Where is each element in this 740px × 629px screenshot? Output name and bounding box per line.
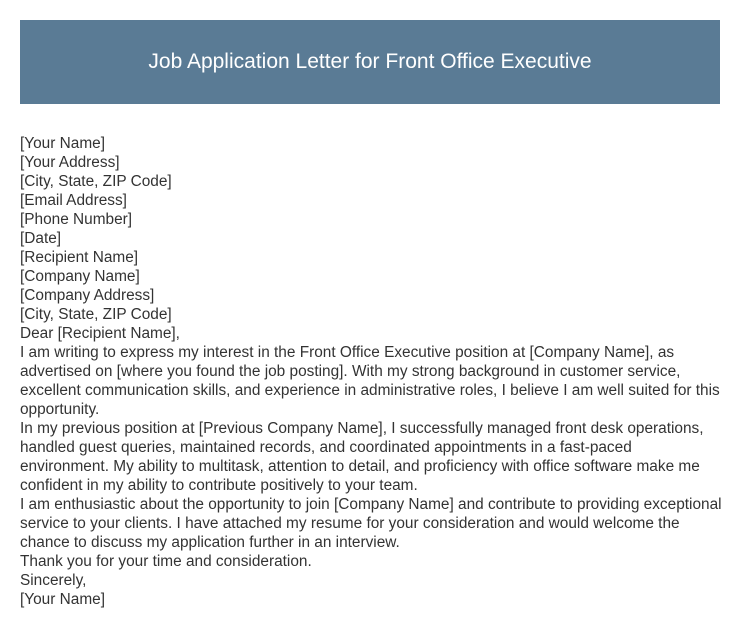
title-banner	[20, 20, 720, 104]
company-city-state-zip: [City, State, ZIP Code]	[20, 306, 172, 323]
sender-address: [Your Address]	[20, 154, 120, 171]
company-address: [Company Address]	[20, 287, 155, 304]
letter-date: [Date]	[20, 230, 62, 247]
closing: Sincerely,	[20, 572, 87, 589]
sender-name: [Your Name]	[20, 135, 105, 152]
page-title: Job Application Letter for Front Office Executive	[148, 50, 592, 73]
sender-email: [Email Address]	[20, 192, 127, 209]
sender-phone: [Phone Number]	[20, 211, 133, 228]
thanks-line: Thank you for your time and consideration.	[20, 553, 312, 570]
body-paragraph-enthusiasm: I am enthusiastic about the opportunity to join [Company Name] and contribute to providing exceptional service to your clients. I have attached my resume for your consideration and would welcome the chance to discuss my application further in an interview.	[20, 496, 722, 551]
company-name: [Company Name]	[20, 268, 140, 285]
body-paragraph-experience: In my previous position at [Previous Company Name], I successfully managed front desk operations, handled guest queries, maintained records, and coordinated appointments in a fast-paced environment. My ability to multitask, attention to detail, and proficiency with office software make me confident in my ability to contribute positively to your team.	[20, 420, 704, 494]
salutation: Dear [Recipient Name],	[20, 325, 180, 342]
body-paragraph-interest: I am writing to express my interest in the Front Office Executive position at [Company Name], as advertised on [where you found the job posting]. With my strong background in customer service, excellent communication skills, and experience in administrative roles, I believe I am well suited for this opportunity.	[20, 344, 720, 418]
letter-body	[20, 134, 722, 609]
recipient-name: [Recipient Name]	[20, 249, 139, 266]
sender-city-state-zip: [City, State, ZIP Code]	[20, 173, 172, 190]
signature: [Your Name]	[20, 591, 105, 608]
